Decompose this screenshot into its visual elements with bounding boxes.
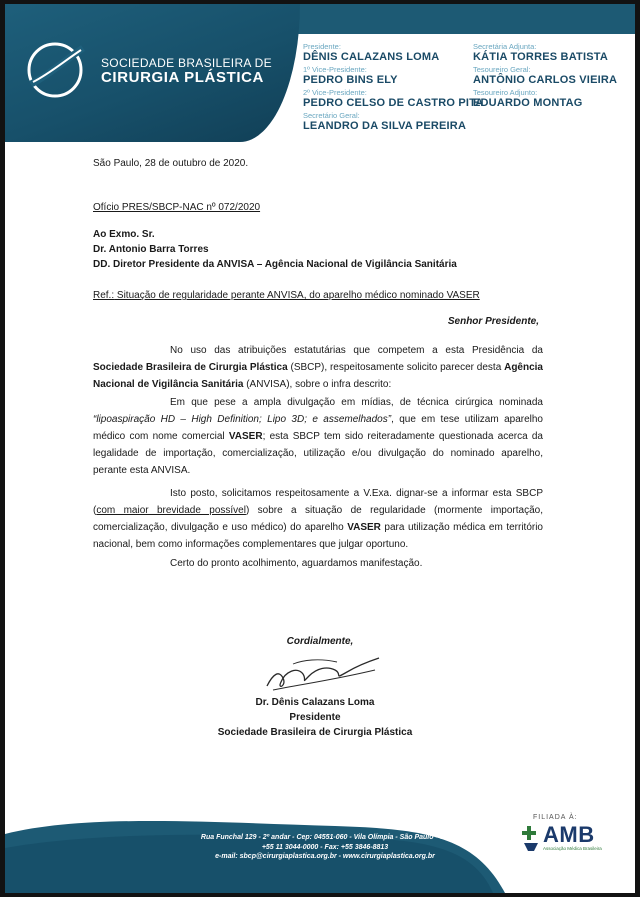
paragraph: Certo do pronto acolhimento, aguardamos manifestação. xyxy=(170,558,423,570)
officer-role: 1º Vice-Presidente: xyxy=(303,65,367,74)
reference-line xyxy=(93,290,480,301)
text-span: Agência Nacional de Vigilância Sanitária xyxy=(93,362,543,391)
footer-address: Rua Funchal 129 - 2º andar - Cep: 04551-060 - Vila Olímpia - São Paulo - SP xyxy=(200,834,450,841)
ref-text: Situação de regularidade perante ANVISA, do aparelho médico nominado VASER xyxy=(114,290,480,301)
amb-subtitle: Associação Médica Brasileira xyxy=(543,846,602,851)
officer-name: LEANDRO DA SILVA PEREIRA xyxy=(303,120,467,132)
text-span: “lipoaspiração HD – High Definition; Lipo 3D; e assemelhados” xyxy=(93,413,392,425)
logo-block xyxy=(5,4,300,142)
filiada-label: FILIADA À: xyxy=(533,814,578,821)
text-span: para utilização médica em território nacional, bem como informações complementares que julgar oportuno. xyxy=(93,522,543,551)
signer-title: Presidente xyxy=(289,712,341,723)
officer-name: ANTÔNIO CARLOS VIEIRA xyxy=(473,74,618,86)
closing: Cordialmente, xyxy=(286,636,354,647)
officer-name: PEDRO BINS ELY xyxy=(303,74,398,86)
amb-logo-text: AMB xyxy=(543,822,595,847)
officer-name: DÊNIS CALAZANS LOMA xyxy=(303,51,440,63)
officers-right xyxy=(473,42,617,111)
officer xyxy=(473,42,617,64)
signer-block xyxy=(5,695,625,740)
salutation: Senhor Presidente, xyxy=(447,316,539,327)
paragraph xyxy=(93,394,543,480)
officers-left xyxy=(303,42,483,134)
officer-name: EDUARDO MONTAG xyxy=(473,97,583,109)
letter-body xyxy=(93,342,543,573)
paragraph xyxy=(93,342,543,394)
officer-role: Tesoureiro Geral: xyxy=(473,65,531,74)
letterhead xyxy=(5,4,635,142)
officer-role: Tesoureiro Adjunto: xyxy=(473,88,538,97)
officer-name: KÁTIA TORRES BATISTA xyxy=(473,51,608,63)
text-span: VASER xyxy=(228,431,263,443)
addressee-line: DD. Diretor Presidente da ANVISA – Agência Nacional de Vigilância Sanitária xyxy=(93,259,457,270)
footer-email: e-mail: sbcp@cirurgiaplastica.org.br - www.cirurgiaplastica.org.br xyxy=(215,853,435,860)
footer-phones: +55 11 3044-0000 - Fax: +55 3846-8813 xyxy=(261,843,389,851)
officer xyxy=(303,65,483,87)
sbcp-logo-icon xyxy=(25,40,85,100)
addressee-line: Dr. Antonio Barra Torres xyxy=(93,244,209,255)
ref-label: Ref.: xyxy=(93,290,115,301)
signature-icon xyxy=(263,644,383,698)
text-span: ; esta SBCP tem sido reiteradamente questionada acerca da legalidade de importação, comercialização, utilização e/ou divulgação do nominado aparelho, perante esta ANVISA. xyxy=(93,431,543,477)
officer xyxy=(303,111,483,133)
text-span: Em que pese a ampla divulgação em mídias, de técnica cirúrgica nominada xyxy=(170,396,543,408)
text-span: ) sobre a situação de regularidade (mormente importação, comercialização, divulgação e uso médico) do aparelho xyxy=(93,504,543,534)
officer xyxy=(303,88,483,110)
officer xyxy=(473,88,617,110)
place-date: São Paulo, 28 de outubro de 2020. xyxy=(93,158,249,169)
text-span: VASER xyxy=(347,522,381,534)
org-name-line1: SOCIEDADE BRASILEIRA DE xyxy=(101,56,272,70)
officer xyxy=(473,65,617,87)
addressee-line: Ao Exmo. Sr. xyxy=(93,229,155,240)
text-span: , que em tese utilizam aparelho médico com nome comercial xyxy=(93,413,543,443)
text-span: (SBCP), respeitosamente solicito parecer desta xyxy=(287,362,505,374)
officer-name: PEDRO CELSO DE CASTRO PITA xyxy=(303,97,484,109)
letter-page xyxy=(5,4,635,893)
signer-org: Sociedade Brasileira de Cirurgia Plástica xyxy=(217,727,413,738)
addressee-block xyxy=(93,227,457,272)
text-span: com maior brevidade possível xyxy=(96,504,246,516)
officer-role: Secretário Geral: xyxy=(303,111,360,120)
paragraph xyxy=(93,485,543,554)
footer-contact xyxy=(175,833,475,862)
text-span: Isto posto, solicitamos respeitosamente a V.Exa. dignar-se a informar esta SBCP ( xyxy=(93,487,543,516)
org-name-line2: CIRURGIA PLÁSTICA xyxy=(101,69,264,86)
text-span: Sociedade Brasileira de Cirurgia Plástica xyxy=(93,362,288,374)
officer-role: Presidente: xyxy=(303,42,341,51)
officer xyxy=(303,42,483,64)
oficio-number: Ofício PRES/SBCP-NAC nº 072/2020 xyxy=(93,202,261,213)
officer-role: 2º Vice-Presidente: xyxy=(303,88,367,97)
officer-role: Secretária Adjunta: xyxy=(473,42,537,51)
signer-name: Dr. Dênis Calazans Loma xyxy=(255,697,375,708)
text-span: No uso das atribuições estatutárias que competem a esta Presidência da xyxy=(170,345,543,356)
text-span: (ANVISA), sobre o infra descrito: xyxy=(243,379,392,391)
